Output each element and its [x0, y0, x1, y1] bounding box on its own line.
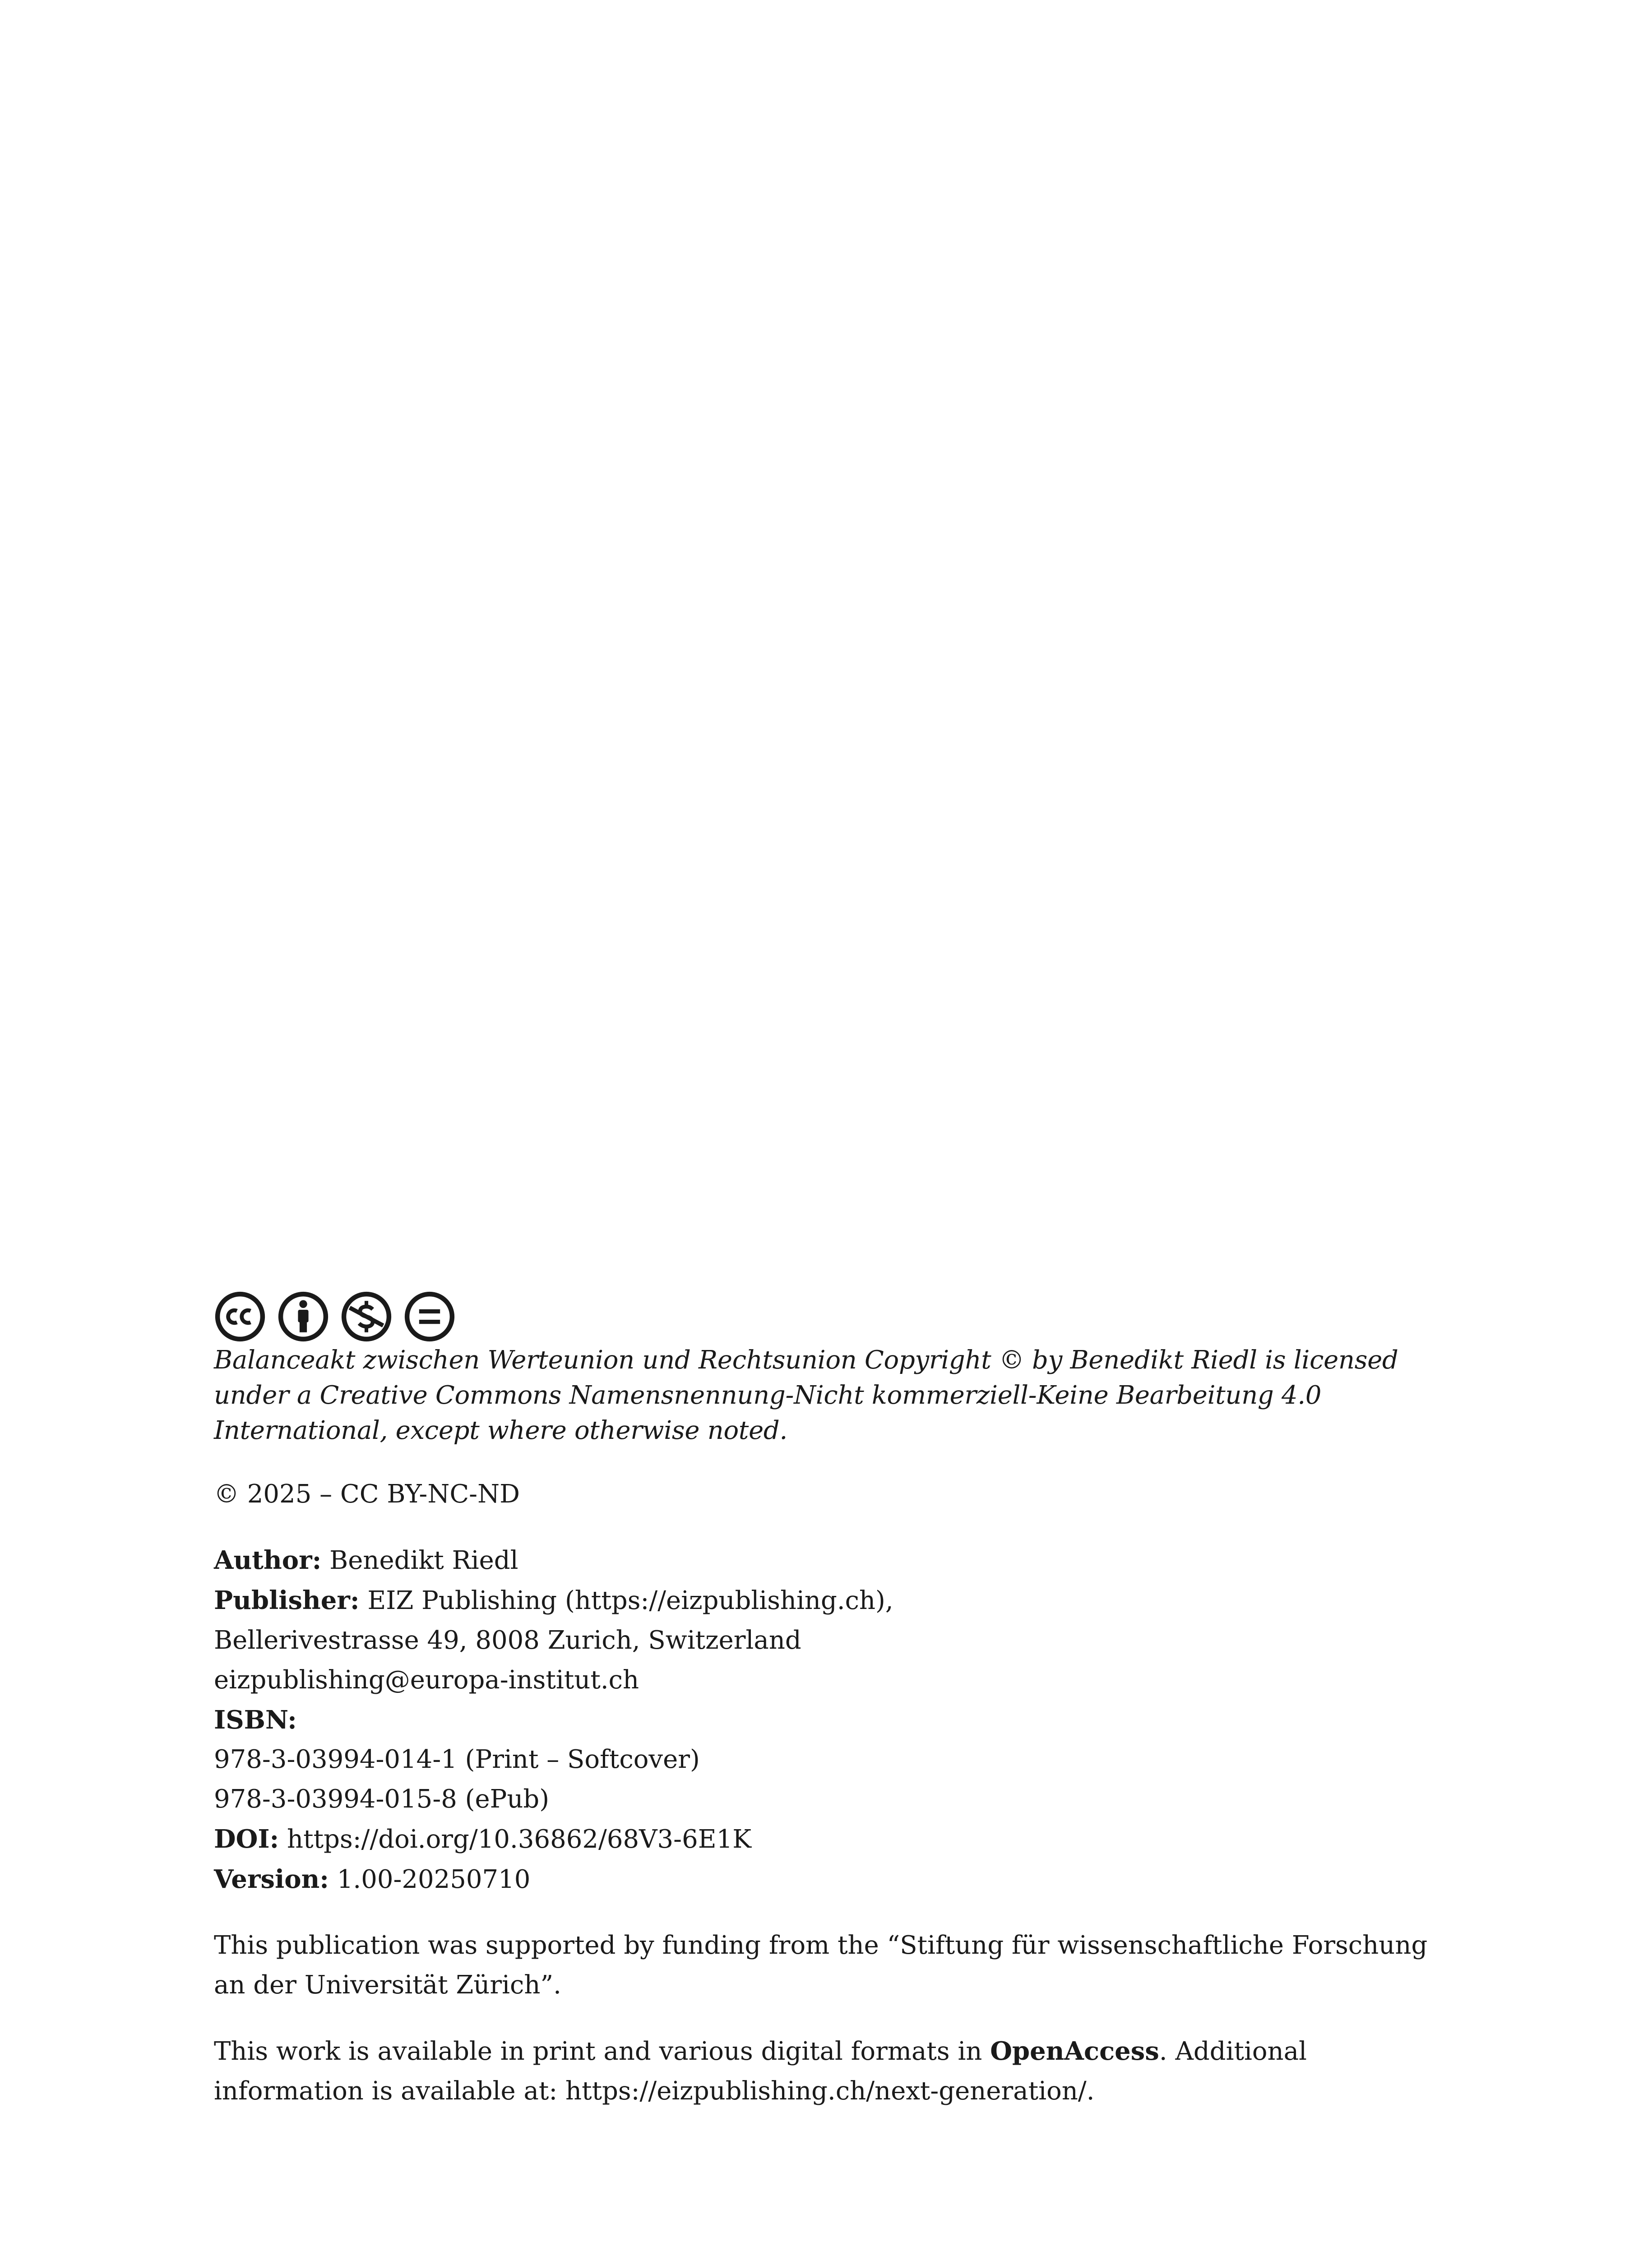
publisher-label: Publisher:: [214, 1586, 360, 1615]
availability-text-before: This work is available in print and various digital formats in: [214, 2037, 990, 2066]
imprint-details: [214, 1540, 1450, 1900]
author-label: Author:: [214, 1545, 322, 1575]
publisher-line: [214, 1581, 1450, 1621]
doi-value: https://doi.org/10.36862/68V3-6E1K: [287, 1825, 752, 1854]
version-line: [214, 1859, 1450, 1900]
availability-text-after: . Additional information is available at: https://eizpublishing.ch/next-generation/.: [214, 2037, 1307, 2106]
license-statement: Balanceakt zwischen Werteunion und Rechtsunion Copyright © by Benedikt Riedl is licensed under a Creative Commons Namensnennung-Nicht kommerziell-Keine Bearbeitung 4.0 International, except where otherwise noted.: [214, 1345, 1398, 1445]
cc-license-badges: [214, 1290, 1450, 1343]
cc-icon: [214, 1290, 266, 1343]
author-value: Benedikt Riedl: [329, 1546, 518, 1575]
isbn-label: ISBN:: [214, 1705, 297, 1735]
availability-note: [214, 2031, 1450, 2111]
version-label: Version:: [214, 1864, 329, 1894]
imprint-content: [214, 1290, 1450, 2111]
availability-highlight: OpenAccess: [990, 2036, 1159, 2066]
publisher-value: EIZ Publishing (https://eizpublishing.ch),: [367, 1586, 893, 1615]
isbn-epub: 978-3-03994-015-8 (ePub): [214, 1784, 550, 1814]
funding-note: This publication was supported by funding from the “Stiftung für wissenschaftliche Forschung an der Universität Zürich”.: [214, 1931, 1428, 2000]
attribution-icon: [277, 1290, 329, 1343]
doi-label: DOI:: [214, 1824, 279, 1854]
noderivatives-icon: [403, 1290, 456, 1343]
publisher-email: eizpublishing@europa-institut.ch: [214, 1665, 639, 1695]
publisher-address: Bellerivestrasse 49, 8008 Zurich, Switzerland: [214, 1626, 801, 1655]
noncommercial-icon: [340, 1290, 393, 1343]
version-value: 1.00-20250710: [337, 1865, 531, 1894]
isbn-print: 978-3-03994-014-1 (Print – Softcover): [214, 1745, 700, 1774]
copyright-line: © 2025 – CC BY-NC-ND: [214, 1479, 520, 1509]
author-line: [214, 1540, 1450, 1581]
doi-line: [214, 1819, 1450, 1859]
